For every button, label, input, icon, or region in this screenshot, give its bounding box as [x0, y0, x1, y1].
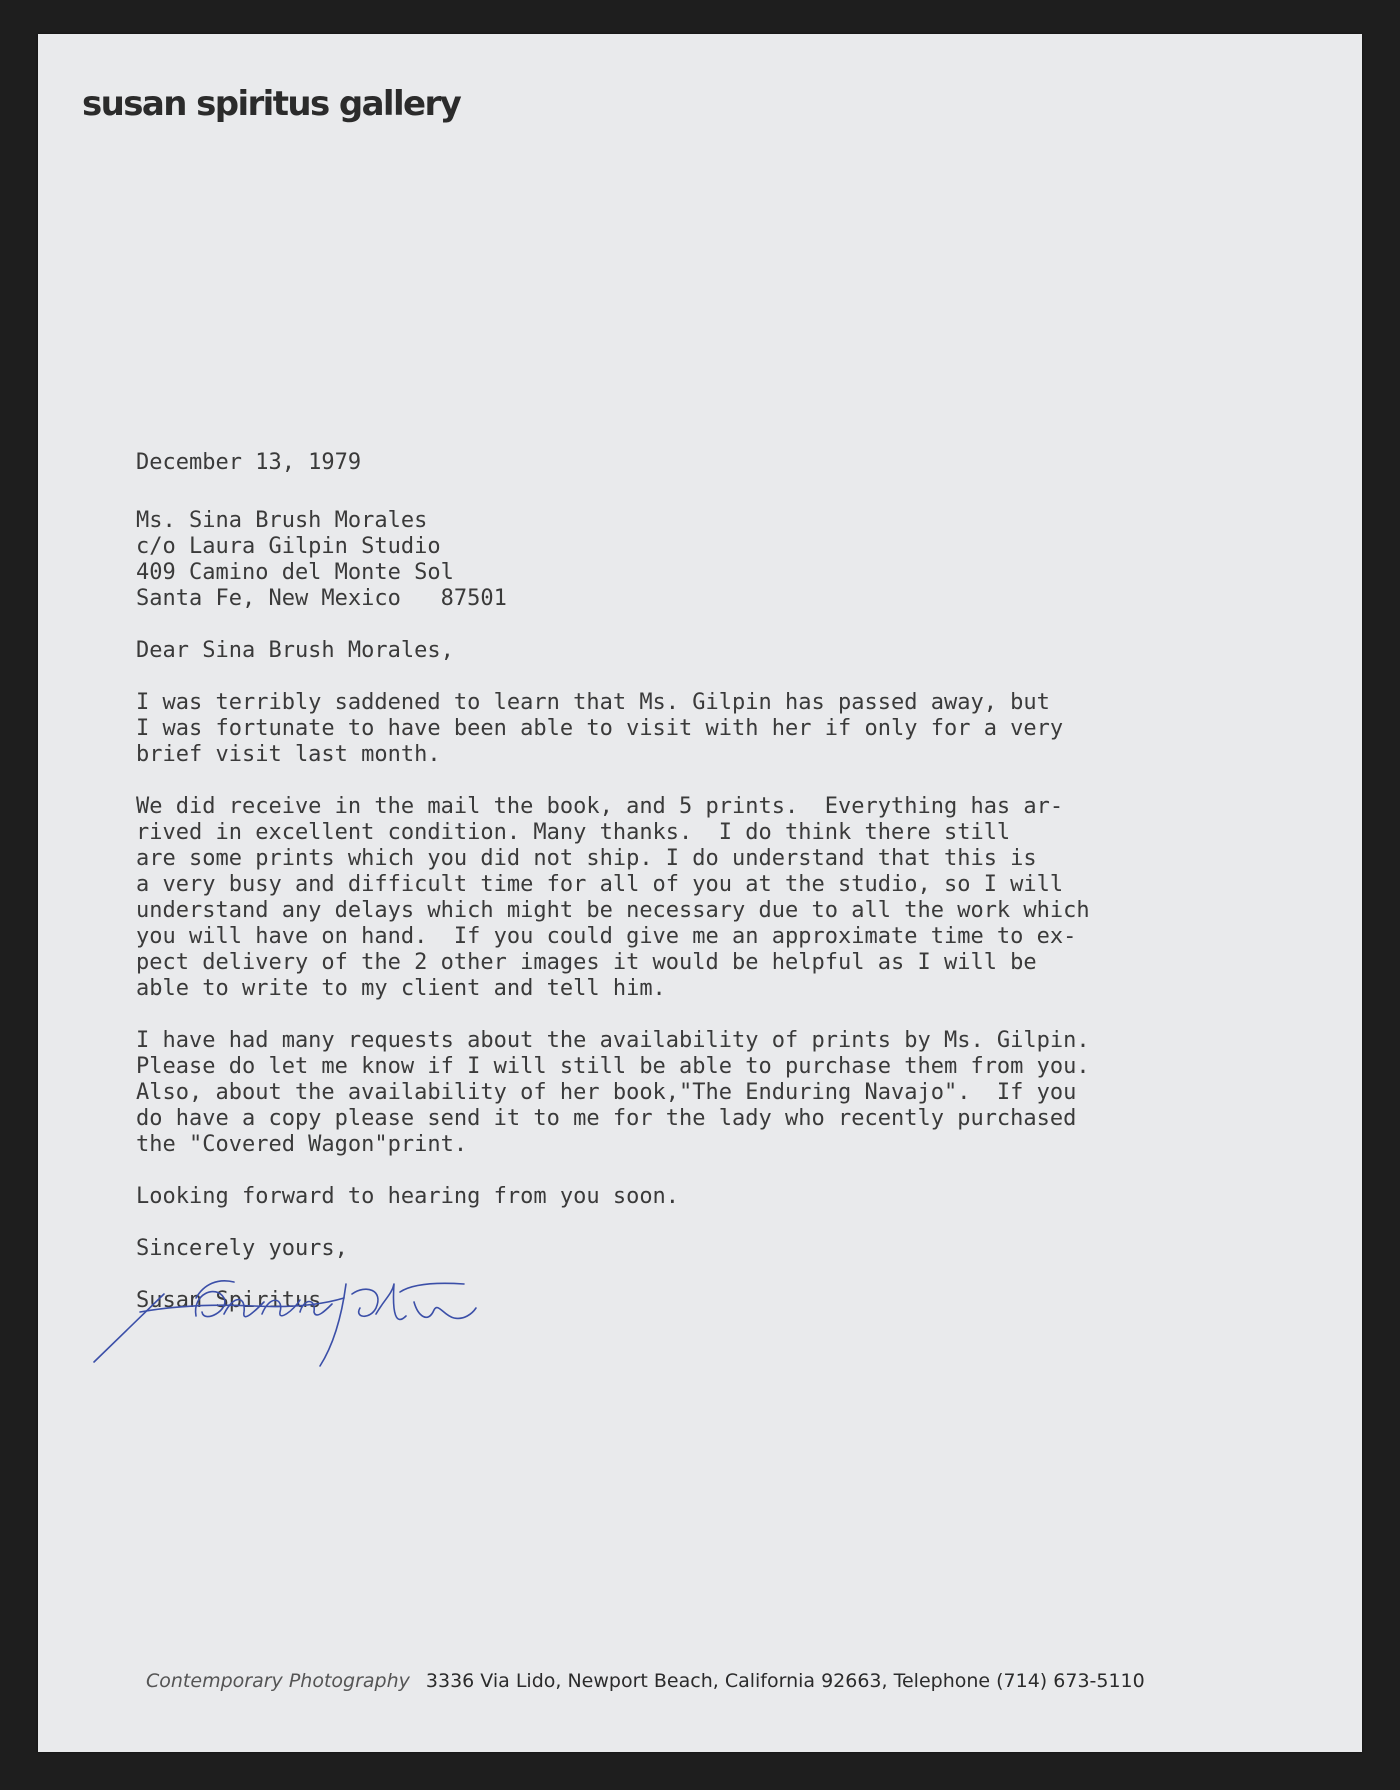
signer-name: Susan Spiritus	[136, 1288, 322, 1313]
paragraph-line: understand any delays which might be necessary due to all the work which	[136, 898, 1090, 923]
paragraph-line: brief visit last month.	[136, 742, 441, 767]
address-line: 409 Camino del Monte Sol	[136, 560, 454, 585]
footer-address: 3336 Via Lido, Newport Beach, California 92663, Telephone (714) 673-5110	[425, 1670, 1145, 1692]
address-line: c/o Laura Gilpin Studio	[136, 534, 441, 559]
address-line: Santa Fe, New Mexico 87501	[136, 586, 507, 611]
paragraph-line: a very busy and difficult time for all of you at the studio, so I will	[136, 872, 1064, 897]
letterhead-logo: susan spiritus gallery	[82, 84, 461, 124]
closing: Sincerely yours,	[136, 1236, 348, 1261]
handwritten-signature	[84, 1254, 504, 1374]
paragraph-line: pect delivery of the 2 other images it would be helpful as I will be	[136, 950, 1037, 975]
paragraph-line: I was terribly saddened to learn that Ms. Gilpin has passed away, but	[136, 690, 1050, 715]
paragraph-2	[136, 794, 1296, 1002]
recipient-address	[136, 508, 1296, 612]
paragraph-line: able to write to my client and tell him.	[136, 976, 666, 1001]
letter-body	[136, 450, 1296, 1314]
paragraph-line: are some prints which you did not ship. I do understand that this is	[136, 846, 1037, 871]
address-line: Ms. Sina Brush Morales	[136, 508, 428, 533]
salutation: Dear Sina Brush Morales,	[136, 638, 454, 663]
paragraph-1	[136, 690, 1296, 768]
paragraph-line: the "Covered Wagon"print.	[136, 1132, 468, 1157]
paragraph-line: you will have on hand. If you could give me an approximate time to ex-	[136, 924, 1077, 949]
footer	[146, 1670, 1145, 1692]
letter-page	[38, 34, 1362, 1752]
paragraph-3	[136, 1028, 1296, 1158]
letter-date: December 13, 1979	[136, 450, 362, 475]
paragraph-line: I have had many requests about the availability of prints by Ms. Gilpin.	[136, 1028, 1090, 1053]
paragraph-line: I was fortunate to have been able to visit with her if only for a very	[136, 716, 1064, 741]
paragraph-line: Please do let me know if I will still be able to purchase them from you.	[136, 1054, 1090, 1079]
paragraph-line: We did receive in the mail the book, and 5 prints. Everything has ar-	[136, 794, 1064, 819]
paragraph-line: rived in excellent condition. Many thanks. I do think there still	[136, 820, 1011, 845]
paragraph-line: Looking forward to hearing from you soon.	[136, 1184, 680, 1209]
paragraph-4	[136, 1184, 1296, 1210]
footer-tagline: Contemporary Photography	[146, 1670, 410, 1692]
paragraph-line: Also, about the availability of her book,"The Enduring Navajo". If you	[136, 1080, 1077, 1105]
paragraph-line: do have a copy please send it to me for the lady who recently purchased	[136, 1106, 1077, 1131]
